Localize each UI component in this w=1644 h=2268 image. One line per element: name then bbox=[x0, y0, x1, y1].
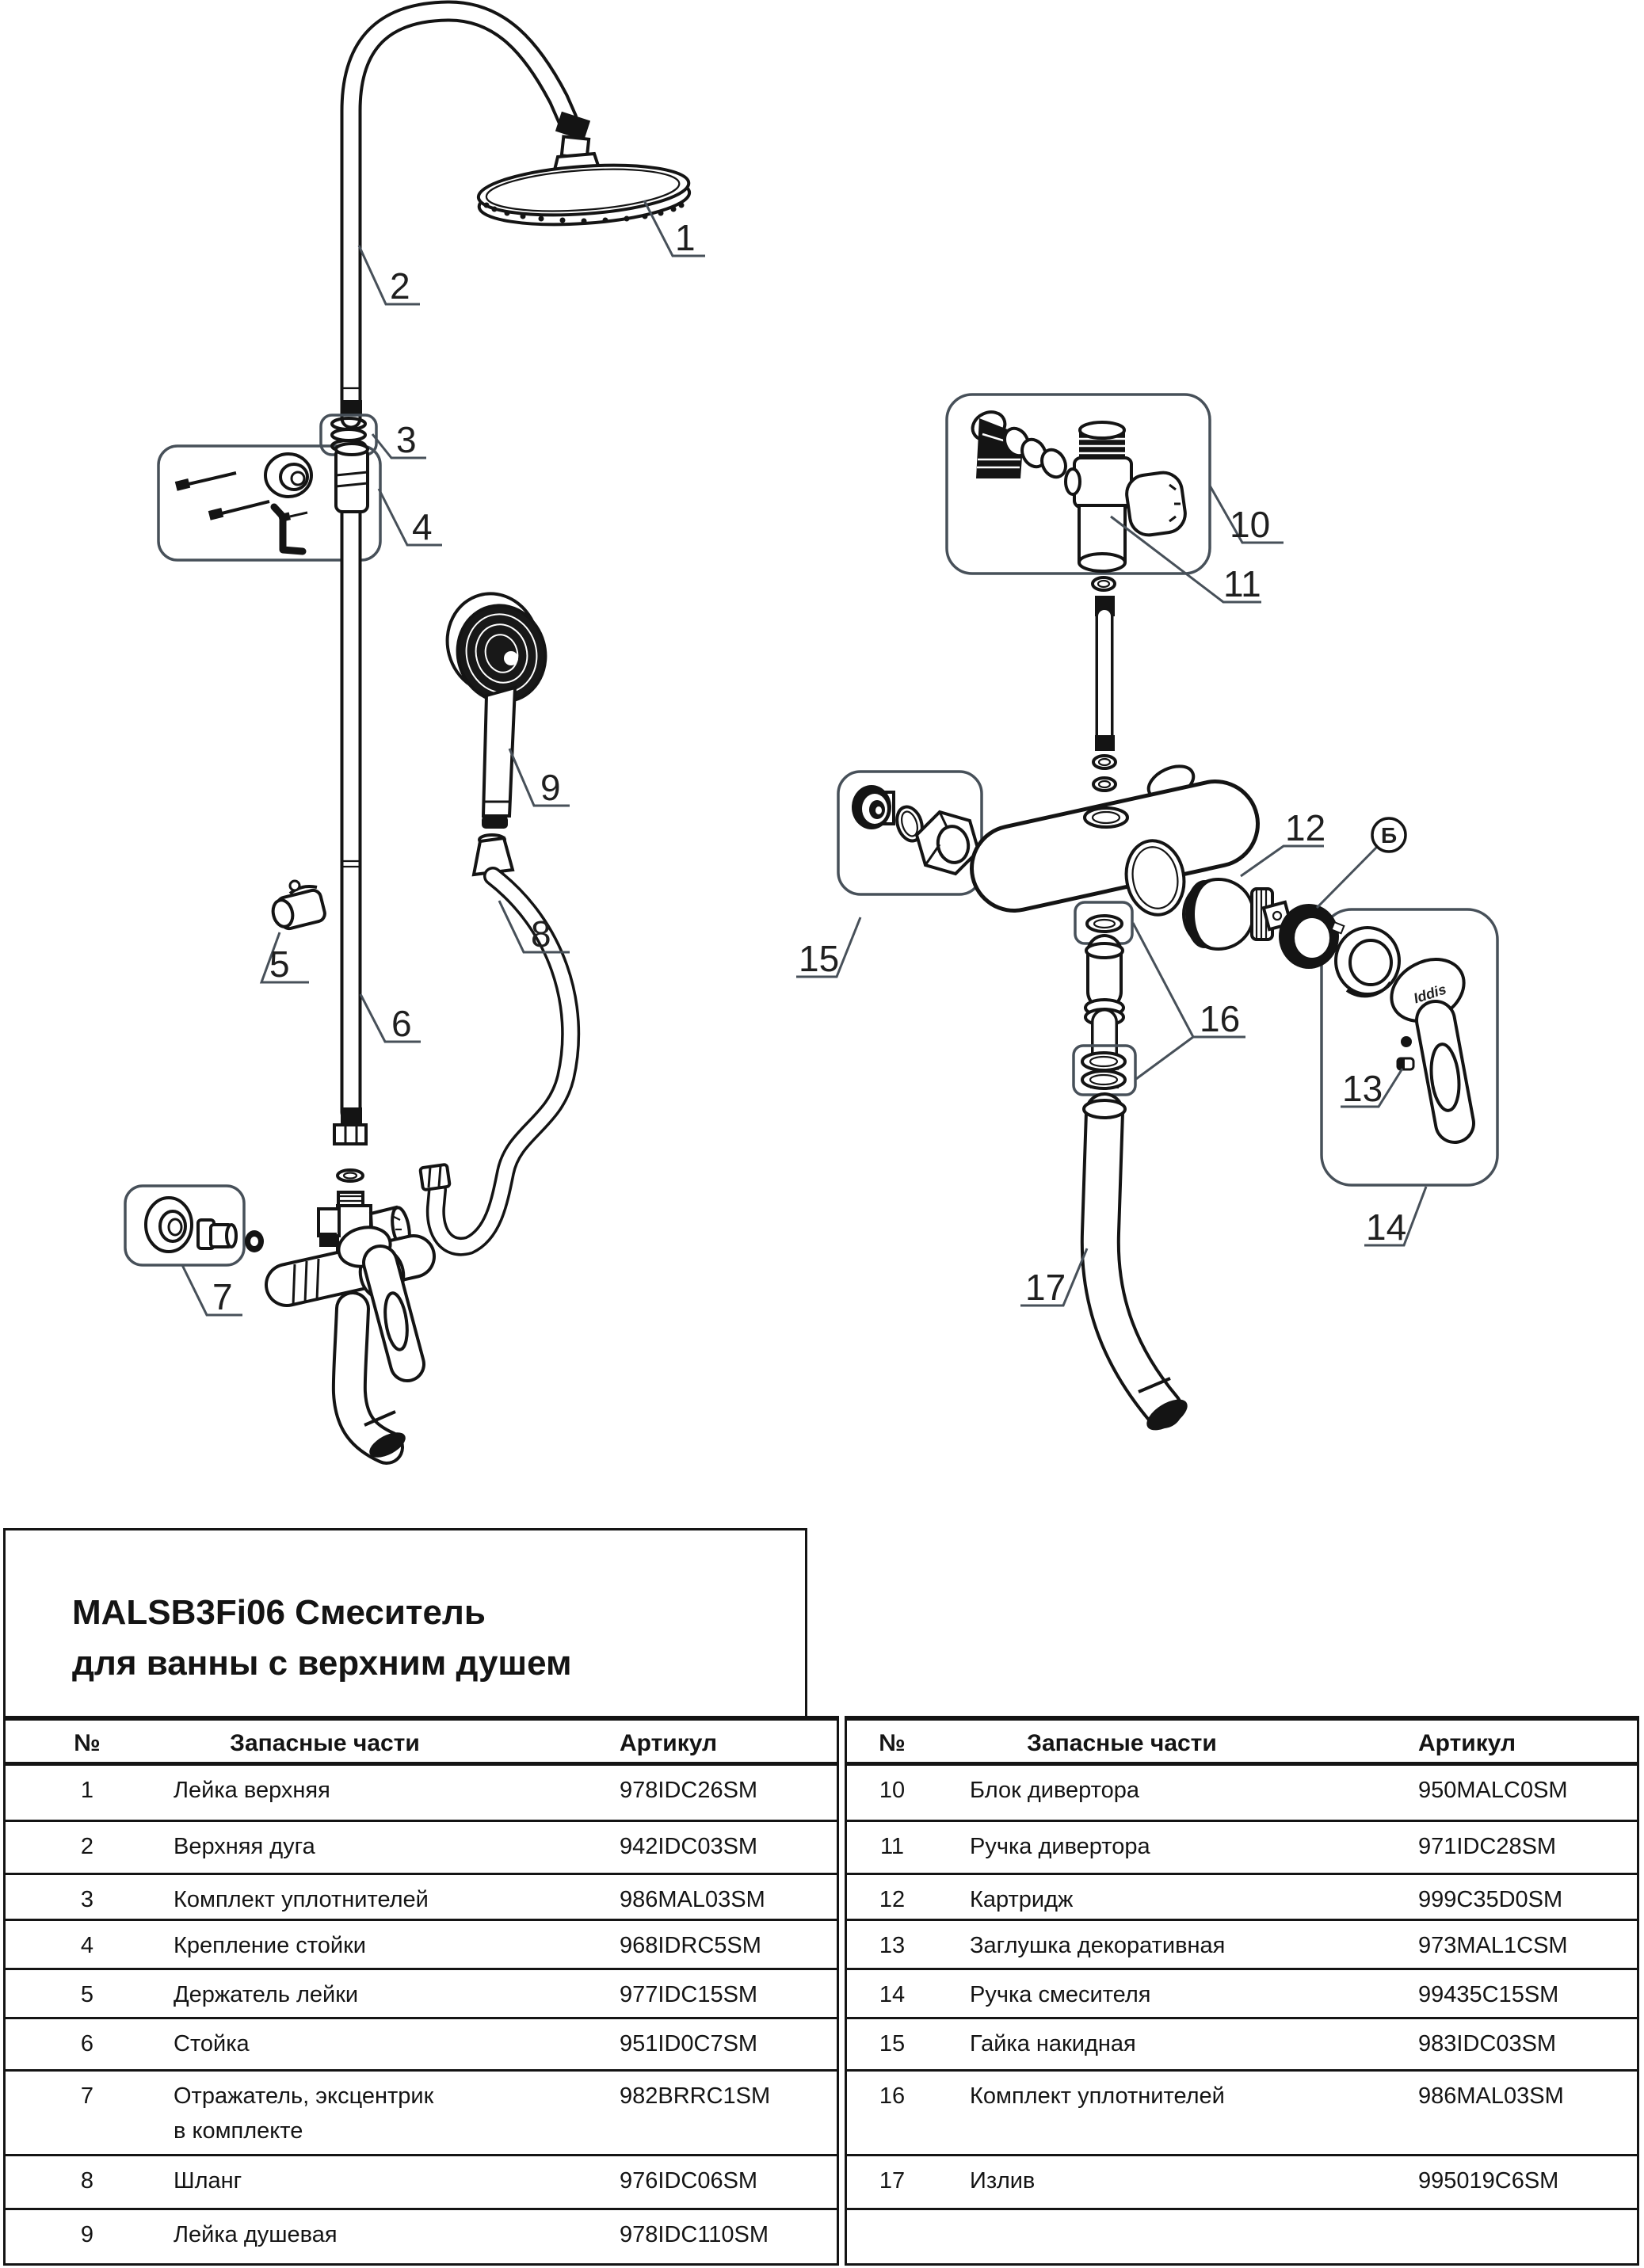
handset-holder bbox=[270, 881, 326, 930]
thread-segment bbox=[1095, 735, 1115, 751]
row-num: 15 bbox=[879, 2031, 906, 2056]
row-sku: 978IDC26SM bbox=[620, 1778, 758, 1803]
row-sku: 986MAL03SM bbox=[1418, 2083, 1564, 2109]
header-num: № bbox=[74, 1730, 101, 1756]
row-sku: 978IDC110SM bbox=[620, 2222, 769, 2247]
callout-leaders bbox=[182, 200, 1426, 1315]
row-part-line1: Отражатель, эксцентрик bbox=[174, 2083, 434, 2109]
header-sku: Артикул bbox=[1418, 1730, 1516, 1756]
row-part: Шланг bbox=[174, 2168, 242, 2194]
callout-13: 13 bbox=[1342, 1068, 1383, 1109]
row-part: Крепление стойки bbox=[174, 1933, 366, 1958]
callout-3: 3 bbox=[396, 419, 417, 460]
table-row bbox=[847, 2072, 1637, 2156]
shower-hose bbox=[420, 835, 570, 1247]
row-part: Стойка bbox=[174, 2031, 250, 2056]
row-num: 2 bbox=[80, 1834, 94, 1859]
header-part: Запасные части bbox=[230, 1730, 420, 1756]
table-row bbox=[6, 1822, 837, 1875]
row-num: 3 bbox=[80, 1887, 94, 1912]
row-sku: 99435C15SM bbox=[1418, 1982, 1559, 2007]
screw-icon bbox=[175, 478, 190, 491]
wall-flange-hole bbox=[292, 472, 304, 485]
row-num: 7 bbox=[80, 2083, 94, 2109]
row-num: 14 bbox=[879, 1982, 906, 2007]
riser-stack bbox=[1093, 577, 1116, 791]
table-row bbox=[847, 1875, 1637, 1921]
row-part: Блок дивертора bbox=[970, 1778, 1139, 1803]
tee-left-port bbox=[319, 1209, 339, 1236]
table-row bbox=[6, 1875, 837, 1921]
shower-column-assembly bbox=[125, 11, 691, 1462]
row-part: Излив bbox=[970, 2168, 1036, 2194]
parts-table-left bbox=[3, 1716, 839, 2266]
pipe-nut bbox=[334, 1125, 366, 1144]
row-sku: 942IDC03SM bbox=[620, 1834, 758, 1859]
row-part: Лейка душевая bbox=[174, 2222, 338, 2247]
header-sku: Артикул bbox=[620, 1730, 718, 1756]
row-num: 17 bbox=[879, 2168, 906, 2194]
row-sku: 983IDC03SM bbox=[1418, 2031, 1557, 2056]
callout-14: 14 bbox=[1366, 1206, 1407, 1248]
callout-10: 10 bbox=[1230, 504, 1271, 545]
row-num: 16 bbox=[879, 2083, 906, 2109]
row-num: 11 bbox=[879, 1834, 905, 1859]
table-row bbox=[6, 1970, 837, 2019]
table-row bbox=[6, 2072, 837, 2156]
table-row bbox=[847, 1921, 1637, 1970]
row-sku: 973MAL1CSM bbox=[1418, 1933, 1568, 1958]
row-sku: 971IDC28SM bbox=[1418, 1834, 1557, 1859]
table-row bbox=[847, 1766, 1637, 1822]
table-row bbox=[6, 1766, 837, 1822]
diverter-body bbox=[1074, 458, 1131, 507]
callout-1: 1 bbox=[675, 217, 696, 258]
seal-kit-bottom bbox=[1074, 902, 1135, 1095]
header-num: № bbox=[879, 1730, 906, 1756]
header-part: Запасные части bbox=[1027, 1730, 1217, 1756]
callout-5: 5 bbox=[269, 943, 290, 985]
row-num: 12 bbox=[879, 1887, 906, 1912]
handle-kit-group bbox=[1322, 909, 1497, 1185]
row-num: 10 bbox=[879, 1778, 906, 1803]
row-part-line2: в комплекте bbox=[174, 2118, 303, 2144]
screw-shaft bbox=[222, 501, 269, 513]
stand-pipe bbox=[336, 444, 368, 1125]
handle-screw bbox=[1401, 1036, 1412, 1047]
row-num: 1 bbox=[80, 1778, 94, 1803]
table-row bbox=[847, 2019, 1637, 2072]
callout-9: 9 bbox=[540, 767, 561, 808]
row-part: Гайка накидная bbox=[970, 2031, 1136, 2056]
row-part: Комплект уплотнителей bbox=[174, 1887, 429, 1912]
row-sku: 977IDC15SM bbox=[620, 1982, 758, 2007]
row-sku: 986MAL03SM bbox=[620, 1887, 765, 1912]
spout bbox=[1084, 1100, 1192, 1436]
spray-center-hole bbox=[504, 651, 518, 665]
row-num: 5 bbox=[80, 1982, 94, 2007]
product-title-line1: MALSB3Fi06 Смеситель bbox=[72, 1593, 486, 1632]
table-row bbox=[6, 2156, 837, 2210]
row-num: 4 bbox=[80, 1933, 94, 1958]
row-sku: 995019C6SM bbox=[1418, 2168, 1559, 2194]
row-num: 9 bbox=[80, 2222, 94, 2247]
table-row bbox=[847, 1970, 1637, 2019]
table-row bbox=[6, 2019, 837, 2072]
row-part: Заглушка декоративная bbox=[970, 1933, 1226, 1958]
pipe-clamp bbox=[336, 448, 368, 512]
screw-shaft bbox=[189, 473, 236, 484]
callout-2: 2 bbox=[390, 265, 410, 307]
row-part: Лейка верхняя bbox=[174, 1778, 330, 1803]
escutcheon-kit bbox=[125, 1186, 264, 1265]
bolt-shaft bbox=[290, 513, 307, 516]
hose-nut bbox=[420, 1164, 450, 1190]
callout-12: 12 bbox=[1285, 807, 1326, 848]
callout-4: 4 bbox=[412, 506, 433, 547]
callout-7: 7 bbox=[212, 1276, 233, 1317]
handle-cap bbox=[482, 816, 508, 829]
table-row bbox=[6, 1921, 837, 1970]
table-row bbox=[6, 2210, 837, 2266]
cartridge bbox=[1184, 879, 1291, 949]
callout-numbers bbox=[212, 217, 1406, 1317]
product-title-line2: для ванны с верхним душем bbox=[72, 1644, 572, 1683]
callout-b: Б bbox=[1380, 823, 1398, 848]
wall-mixer-assembly bbox=[838, 395, 1497, 1436]
row-sku: 999C35D0SM bbox=[1418, 1887, 1563, 1912]
row-part bbox=[174, 2079, 433, 2148]
diverter-block-group bbox=[947, 395, 1210, 574]
callout-6: 6 bbox=[391, 1003, 412, 1044]
row-sku: 951ID0C7SM bbox=[620, 2031, 758, 2056]
row-num: 8 bbox=[80, 2168, 94, 2194]
screw-icon bbox=[208, 508, 223, 520]
callout-15: 15 bbox=[799, 938, 840, 979]
row-sku: 982BRRC1SM bbox=[620, 2083, 771, 2109]
product-title bbox=[72, 1588, 572, 1689]
row-sku: 968IDRC5SM bbox=[620, 1933, 761, 1958]
title-box bbox=[3, 1528, 807, 1716]
table-row bbox=[847, 2156, 1637, 2210]
row-part: Ручка дивертора bbox=[970, 1834, 1150, 1859]
table-header bbox=[847, 1721, 1637, 1766]
thread-segment bbox=[341, 1107, 362, 1125]
callout-8: 8 bbox=[531, 913, 551, 955]
callout-17: 17 bbox=[1025, 1267, 1066, 1308]
callout-11: 11 bbox=[1223, 563, 1261, 604]
cap-nut-group bbox=[838, 772, 982, 894]
row-part: Держатель лейки bbox=[174, 1982, 359, 2007]
row-sku: 976IDC06SM bbox=[620, 2168, 758, 2194]
row-part: Картридж bbox=[970, 1887, 1074, 1912]
row-sku: 950MALC0SM bbox=[1418, 1778, 1568, 1803]
row-part: Комплект уплотнителей bbox=[970, 2083, 1225, 2109]
row-part: Ручка смесителя bbox=[970, 1982, 1151, 2007]
table-row bbox=[847, 1822, 1637, 1875]
top-port-ring bbox=[1085, 808, 1127, 827]
row-num: 13 bbox=[879, 1933, 906, 1958]
brand-logo: Iddis bbox=[1411, 981, 1448, 1007]
parts-table-right bbox=[845, 1716, 1639, 2266]
table-header bbox=[6, 1721, 837, 1766]
callout-16: 16 bbox=[1200, 998, 1241, 1039]
thread-segment bbox=[341, 400, 362, 416]
column-mixer bbox=[287, 1125, 414, 1462]
overhead-shower bbox=[477, 112, 691, 231]
table-row-empty bbox=[847, 2210, 1637, 2266]
hand-shower bbox=[437, 583, 556, 829]
row-part: Верхняя дуга bbox=[174, 1834, 315, 1859]
row-num: 6 bbox=[80, 2031, 94, 2056]
